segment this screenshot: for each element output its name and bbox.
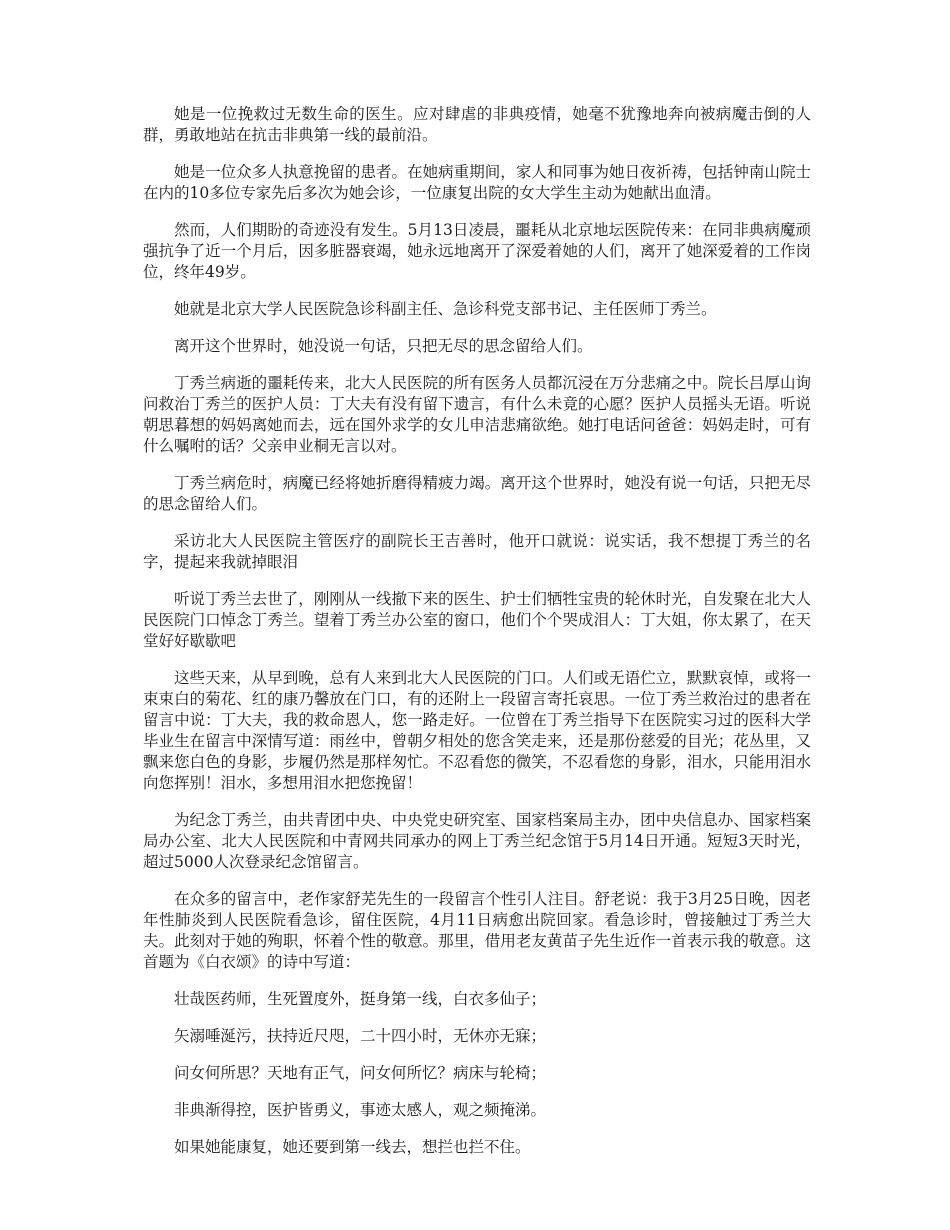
paragraph: 她就是北京大学人民医院急诊科副主任、急诊科党支部书记、主任医师丁秀兰。 — [174, 300, 717, 318]
paragraph: 丁秀兰病危时，病魔已经将她折磨得精疲力竭。离开这个世界时，她没有说一句话，只把无尽的思念留给人们。 — [143, 474, 811, 513]
poem-line: 非典渐得控，医护皆勇义，事迹太感人，观之频掩涕。 — [174, 1101, 547, 1119]
paragraph: 在众多的留言中，老作家舒芜先生的一段留言个性引人注目。舒老说：我于3月25日晚，因老年性肺炎到人民医院看急诊，留住医院，4月11日病愈出院回家。看急诊时，曾接触过丁秀兰大夫。此刻对于她的殉职，怀着个性的敬意。那里，借用老友黄苗子先生近作一首表示我的敬意。这首题为《白衣颂》的诗中写道： — [143, 890, 811, 971]
paragraph: 采访北大人民医院主管医疗的副院长王吉善时，他开口就说：说实话，我不想提丁秀兰的名字，提起来我就掉眼泪 — [143, 532, 811, 571]
paragraph: 她是一位众多人执意挽留的患者。在她病重期间，家人和同事为她日夜祈祷，包括钟南山院士在内的10多位专家先后多次为她会诊，一位康复出院的女大学生主动为她献出血清。 — [143, 163, 811, 202]
poem-line: 壮哉医药师，生死置度外，挺身第一线，白衣多仙子； — [174, 990, 547, 1008]
paragraph: 然而，人们期盼的奇迹没有发生。5月13日凌晨，噩耗从北京地坛医院传来：在同非典病魔顽强抗争了近一个月后，因多脏器衰竭，她永远地离开了深爱着她的人们，离开了她深爱着的工作岗位，终年49岁。 — [143, 221, 811, 281]
poem-line: 矢溺唾涎污，扶持近尺咫，二十四小时，无休亦无寐； — [174, 1027, 547, 1045]
paragraph: 她是一位挽救过无数生命的医生。应对肆虐的非典疫情，她毫不犹豫地奔向被病魔击倒的人群，勇敢地站在抗击非典第一线的最前沿。 — [143, 105, 811, 144]
paragraph: 为纪念丁秀兰，由共青团中央、中央党史研究室、国家档案局主办，团中央信息办、国家档案局办公室、北大人民医院和中青网共同承办的网上丁秀兰纪念馆于5月14日开通。短短3天时光，超过5000人次登录纪念馆留言。 — [143, 811, 811, 871]
paragraph: 丁秀兰病逝的噩耗传来，北大人民医院的所有医务人员都沉浸在万分悲痛之中。院长吕厚山询问救治丁秀兰的医护人员：丁大夫有没有留下遗言，有什么未竟的心愿？医护人员摇头无语。听说朝思暮想的妈妈离她而去，远在国外求学的女儿申洁悲痛欲绝。她打电话问爸爸：妈妈走时，可有什么嘱咐的话？父亲申业桐无言以对。 — [143, 374, 811, 455]
paragraph: 如果她能康复，她还要到第一线去，想拦也拦不住。 — [174, 1138, 531, 1156]
poem-line: 问女何所思？天地有正气，问女何所忆？病床与轮椅； — [174, 1064, 547, 1082]
paragraph: 听说丁秀兰去世了，刚刚从一线撤下来的医生、护士们牺牲宝贵的轮休时光，自发聚在北大人民医院门口悼念丁秀兰。望着丁秀兰办公室的窗口，他们个个哭成泪人：丁大姐，你太累了，在天堂好好歇歇吧 — [143, 590, 811, 650]
paragraph: 这些天来，从早到晚，总有人来到北大人民医院的门口。人们或无语伫立，默默哀悼，或将一束束白的菊花、红的康乃馨放在门口，有的还附上一段留言寄托哀思。一位丁秀兰救治过的患者在留言中说：丁大夫，我的救命恩人，您一路走好。一位曾在丁秀兰指导下在医院实习过的医科大学毕业生在留言中深情写道：雨丝中，曾朝夕相处的您含笑走来，还是那份慈爱的目光；花丛里，又飘来您白色的身影，步履仍然是那样匆忙。不忍看您的微笑，不忍看您的身影，泪水，只能用泪水向您挥别！泪水，多想用泪水把您挽留！ — [143, 669, 811, 792]
paragraph: 离开这个世界时，她没说一句话，只把无尽的思念留给人们。 — [174, 337, 593, 355]
article-body — [143, 104, 811, 1174]
